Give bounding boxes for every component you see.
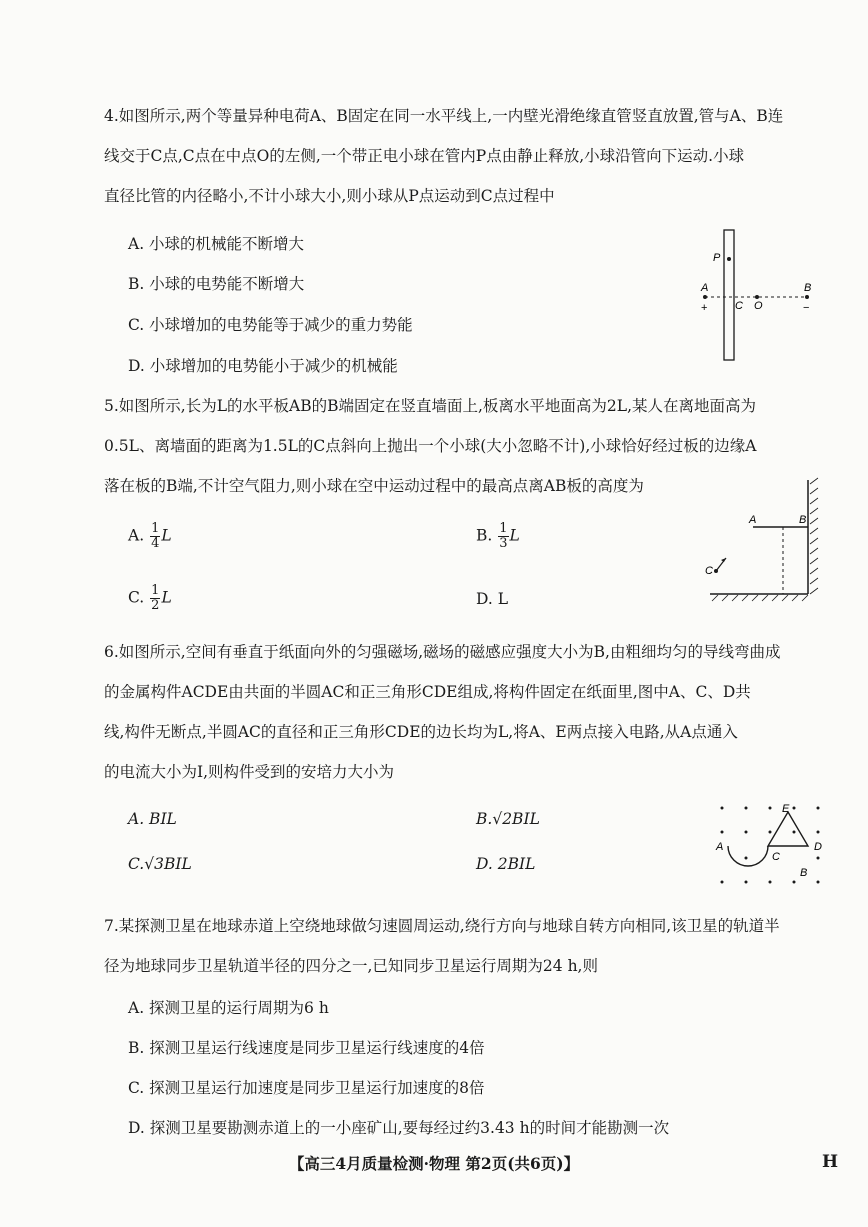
q6-stem-line-3: 线,构件无断点,半圆AC的直径和正三角形CDE的边长均为L,将A、E两点接入电路,从A点通入	[104, 723, 738, 741]
q5-option-b: B. $\frac{1}{3}$ L	[476, 521, 520, 551]
wall-hatch	[810, 478, 818, 594]
charge-b	[805, 295, 809, 299]
question-6	[104, 632, 824, 792]
label-d: D	[814, 841, 822, 853]
q5-stem-line-2: 0.5L、离墙面的距离为1.5L的C点斜向上抛出一个小球(大小忽略不计),小球恰好经过板的边缘A	[104, 437, 757, 455]
label-c: C	[735, 300, 743, 312]
q5-stem-line-1: 5.如图所示,长为L的水平板AB的B端固定在竖直墙面上,板离水平地面高为2L,某人在离地面高为	[104, 397, 756, 415]
q4-option-c: C. 小球增加的电势能等于减少的重力势能	[128, 316, 413, 334]
q4-option-d: D. 小球增加的电势能小于减少的机械能	[128, 357, 398, 375]
q4-stem-line-3: 直径比管的内径略小,不计小球大小,则小球从P点运动到C点过程中	[104, 187, 555, 205]
page-mark: H	[822, 1152, 839, 1172]
q6-stem-line-4: 的电流大小为I,则构件受到的安培力大小为	[104, 763, 395, 781]
semicircle-ac	[728, 846, 768, 866]
ball-p	[727, 257, 731, 261]
q5-option-c: C. $\frac{1}{2}$ L	[128, 583, 172, 613]
fraction: $\frac{1}{3}$	[499, 521, 508, 551]
label-c: C	[705, 565, 713, 577]
label-b: B	[799, 514, 807, 526]
question-4	[104, 96, 824, 216]
q4-option-b: B. 小球的电势能不断增大	[128, 275, 305, 293]
q4-stem-line-2: 线交于C点,C点在中点O的左侧,一个带正电小球在管内P点由静止释放,小球沿管向下运动.小球	[104, 147, 745, 165]
q5-option-d: D. L	[476, 590, 509, 608]
triangle-cde	[768, 812, 808, 846]
label-o: O	[754, 300, 763, 312]
label-b: B	[800, 867, 808, 879]
fraction: $\frac{1}{4}$	[151, 521, 160, 551]
fraction: $\frac{1}{2}$	[151, 583, 160, 613]
q6-option-d: D. 2BIL	[476, 855, 536, 873]
point-o	[755, 295, 759, 299]
q4-figure	[695, 225, 825, 365]
page-footer: 【高三4月质量检测·物理 第2页(共6页)】	[288, 1154, 580, 1173]
q6-figure	[712, 800, 832, 895]
label-plus: +	[701, 302, 708, 314]
q7-option-d: D. 探测卫星要勘测赤道上的一小座矿山,要每经过约3.43 h的时间才能勘测一次	[128, 1119, 670, 1137]
ground-hatch	[712, 595, 808, 601]
label-a: A	[749, 514, 757, 526]
label-a: A	[716, 841, 724, 853]
tube	[724, 230, 734, 360]
q5-option-a: A. $\frac{1}{4}$ L	[128, 521, 172, 551]
label-b: B	[804, 282, 812, 294]
field-dot-in-triangle	[793, 831, 796, 834]
label-p: P	[713, 252, 721, 264]
q4-stem-line-1: 4.如图所示,两个等量异种电荷A、B固定在同一水平线上,一内壁光滑绝缘直管竖直放置,管与A、B连	[104, 107, 784, 125]
q6-stem-line-1: 6.如图所示,空间有垂直于纸面向外的匀强磁场,磁场的磁感应强度大小为B,由粗细均匀的导线弯曲成	[104, 643, 781, 661]
q7-option-c: C. 探测卫星运行加速度是同步卫星运行加速度的8倍	[128, 1079, 485, 1097]
q5-figure	[700, 470, 830, 605]
arrow-head	[721, 558, 726, 562]
q6-option-b: B.√2BIL	[476, 810, 540, 828]
q6-option-c: C.√3BIL	[128, 855, 192, 873]
q7-option-a: A. 探测卫星的运行周期为6 h	[128, 999, 329, 1017]
question-7	[104, 906, 824, 986]
q7-stem-line-2: 径为地球同步卫星轨道半径的四分之一,已知同步卫星运行周期为24 h,则	[104, 957, 598, 975]
label-minus: −	[803, 302, 810, 314]
q6-stem-line-2: 的金属构件ACDE由共面的半圆AC和正三角形CDE组成,将构件固定在纸面里,图中A、C、D共	[104, 683, 751, 701]
q4-option-a: A. 小球的机械能不断增大	[128, 235, 305, 253]
q7-stem-line-1: 7.某探测卫星在地球赤道上空绕地球做匀速圆周运动,绕行方向与地球自转方向相同,该卫星的轨道半	[104, 917, 780, 935]
charge-a	[703, 295, 707, 299]
q5-stem-line-3: 落在板的B端,不计空气阻力,则小球在空中运动过程中的最高点离AB板的高度为	[104, 477, 644, 495]
label-a: A	[701, 282, 709, 294]
label-e: E	[782, 803, 790, 815]
label-c: C	[772, 851, 780, 863]
q7-option-b: B. 探测卫星运行线速度是同步卫星运行线速度的4倍	[128, 1039, 485, 1057]
q6-option-a: A. BIL	[128, 810, 177, 828]
